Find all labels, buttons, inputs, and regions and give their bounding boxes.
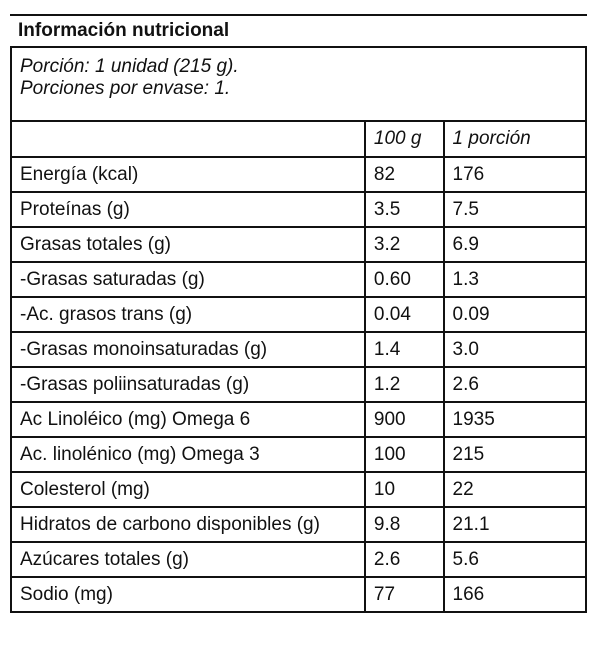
serving-info-row <box>11 47 586 121</box>
nutrient-name: -Grasas poliinsaturadas (g) <box>11 367 365 402</box>
nutrient-row <box>11 262 586 297</box>
nutrient-name: Ac. linolénico (mg) Omega 3 <box>11 437 365 472</box>
nutrient-name: Sodio (mg) <box>11 577 365 612</box>
value-per-serving: 215 <box>444 437 586 472</box>
column-header-per-100g: 100 g <box>365 121 444 157</box>
nutrient-row <box>11 332 586 367</box>
value-per-serving: 176 <box>444 157 586 192</box>
value-per-serving: 1935 <box>444 402 586 437</box>
value-per-serving: 1.3 <box>444 262 586 297</box>
nutrient-name: Hidratos de carbono disponibles (g) <box>11 507 365 542</box>
value-per-100g: 3.2 <box>365 227 444 262</box>
nutrient-name: Grasas totales (g) <box>11 227 365 262</box>
nutrient-row <box>11 542 586 577</box>
column-header-row <box>11 121 586 157</box>
serving-size: Porción: 1 unidad (215 g). <box>20 56 239 77</box>
nutrient-name: Ac Linoléico (mg) Omega 6 <box>11 402 365 437</box>
value-per-100g: 2.6 <box>365 542 444 577</box>
column-header-nutrient <box>11 121 365 157</box>
servings-per-container: Porciones por envase: 1. <box>20 78 231 99</box>
nutrient-name: Azúcares totales (g) <box>11 542 365 577</box>
value-per-serving: 2.6 <box>444 367 586 402</box>
value-per-serving: 166 <box>444 577 586 612</box>
nutrient-row <box>11 192 586 227</box>
value-per-serving: 7.5 <box>444 192 586 227</box>
value-per-100g: 0.60 <box>365 262 444 297</box>
value-per-100g: 1.4 <box>365 332 444 367</box>
nutrient-row <box>11 472 586 507</box>
nutrient-row <box>11 367 586 402</box>
value-per-100g: 900 <box>365 402 444 437</box>
nutrition-facts-panel <box>10 14 587 613</box>
nutrient-name: Colesterol (mg) <box>11 472 365 507</box>
value-per-100g: 77 <box>365 577 444 612</box>
value-per-100g: 82 <box>365 157 444 192</box>
nutrient-name: -Grasas monoinsaturadas (g) <box>11 332 365 367</box>
value-per-serving: 0.09 <box>444 297 586 332</box>
value-per-100g: 3.5 <box>365 192 444 227</box>
nutrient-row <box>11 577 586 612</box>
nutrient-row <box>11 297 586 332</box>
value-per-serving: 6.9 <box>444 227 586 262</box>
value-per-100g: 1.2 <box>365 367 444 402</box>
value-per-100g: 100 <box>365 437 444 472</box>
nutrient-row <box>11 157 586 192</box>
column-header-per-serving: 1 porción <box>444 121 586 157</box>
value-per-serving: 22 <box>444 472 586 507</box>
nutrition-table <box>10 46 587 613</box>
nutrition-title: Información nutricional <box>10 14 587 46</box>
serving-info <box>11 47 586 121</box>
value-per-100g: 9.8 <box>365 507 444 542</box>
value-per-serving: 21.1 <box>444 507 586 542</box>
nutrient-row <box>11 437 586 472</box>
nutrient-name: -Ac. grasos trans (g) <box>11 297 365 332</box>
nutrient-name: Proteínas (g) <box>11 192 365 227</box>
nutrient-row <box>11 507 586 542</box>
value-per-100g: 10 <box>365 472 444 507</box>
nutrient-row <box>11 227 586 262</box>
value-per-100g: 0.04 <box>365 297 444 332</box>
value-per-serving: 5.6 <box>444 542 586 577</box>
value-per-serving: 3.0 <box>444 332 586 367</box>
nutrient-name: Energía (kcal) <box>11 157 365 192</box>
nutrient-name: -Grasas saturadas (g) <box>11 262 365 297</box>
nutrient-row <box>11 402 586 437</box>
